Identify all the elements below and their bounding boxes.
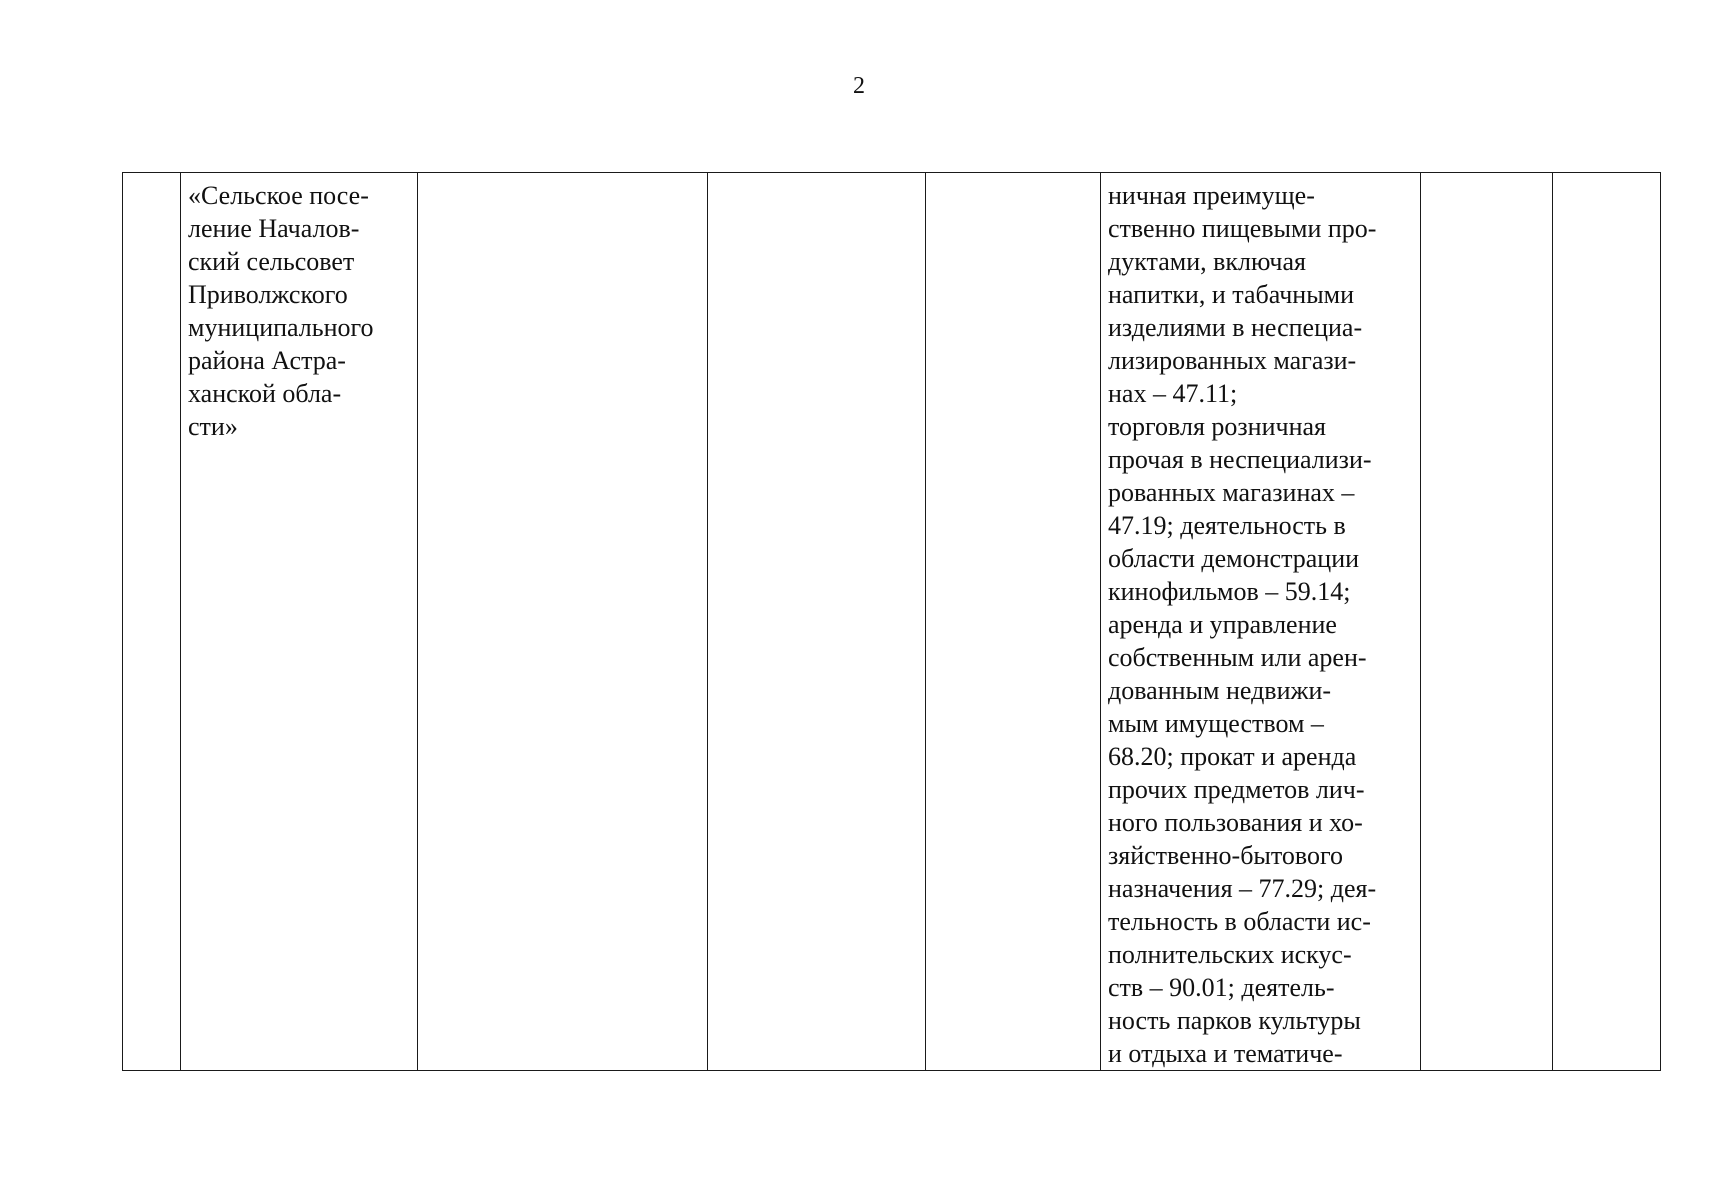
table-cell-number bbox=[123, 173, 181, 1071]
table-cell-3 bbox=[418, 173, 708, 1071]
table-cell-7 bbox=[1421, 173, 1553, 1071]
table-cell-activities bbox=[1101, 173, 1421, 1071]
activity-description: ничная преимуще- ственно пищевыми про- дуктами, включая напитки, и табачными изделиями в неспециа- лизированных магази- нах – 47.11; торговля розничная прочая в неспециализи- рованных магазинах – 47.19; деятельность в области демонстрации кинофильмов – 59.14; аренда и управление собственным или арен- дованным недвижи- мым имуществом – 68.20; прокат и аренда прочих предметов лич- ного пользования и хо- зяйственно-бытового назначения – 77.29; дея- тельность в области ис- полнительских искус- ств – 90.01; деятель- ность парков культуры и отдыха и тематиче- bbox=[1108, 181, 1377, 1068]
table-cell-4 bbox=[708, 173, 926, 1071]
document-table bbox=[122, 172, 1661, 1071]
table-row bbox=[123, 173, 1661, 1071]
municipality-name: «Сельское посе- ление Началов- ский сельсовет Приволжского муниципального района Астра- ханской обла- сти» bbox=[188, 181, 374, 441]
table-cell-municipality bbox=[181, 173, 418, 1071]
table-cell-5 bbox=[926, 173, 1101, 1071]
page-number: 2 bbox=[853, 73, 865, 99]
table-cell-8 bbox=[1553, 173, 1661, 1071]
